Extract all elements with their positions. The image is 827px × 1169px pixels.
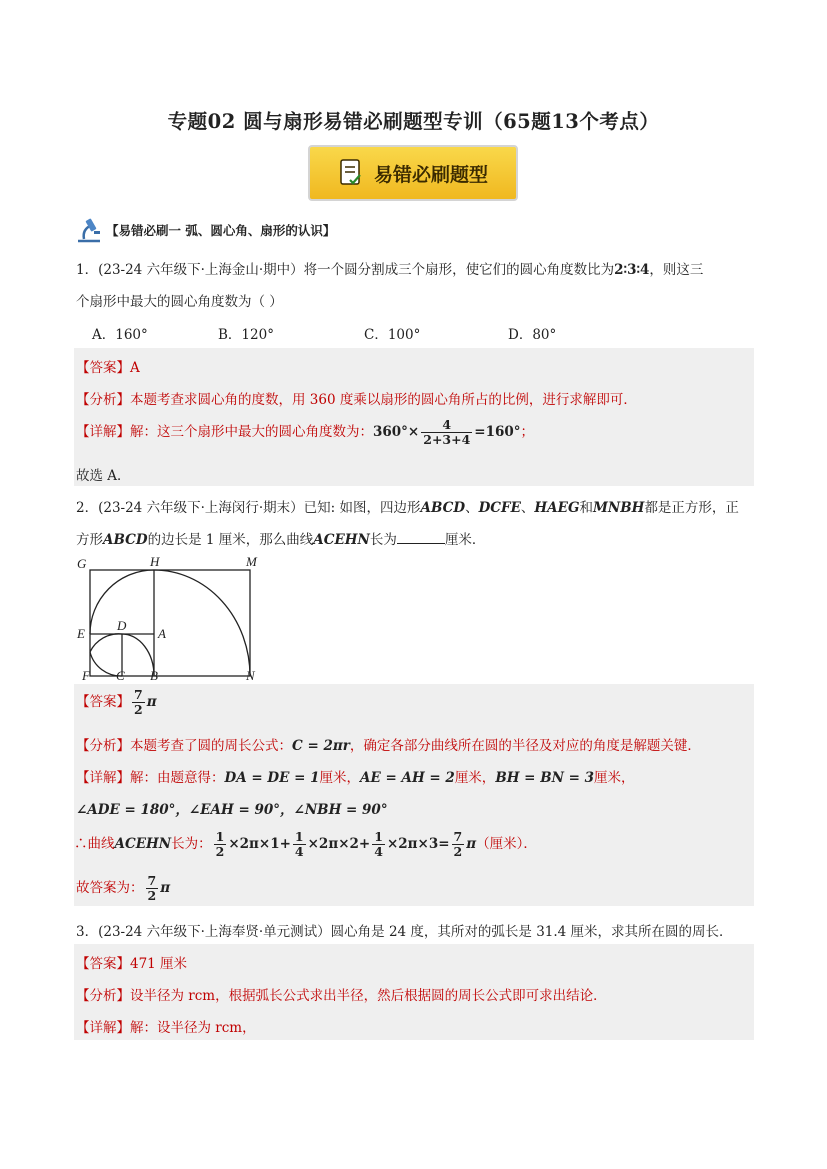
answer-label: 【答案】: [76, 360, 130, 376]
banner-text: 易错必刷题型: [373, 163, 488, 186]
q1-option-a: A．160°: [92, 327, 148, 343]
q1-options: [92, 323, 692, 343]
q2-geometry-figure: [74, 554, 274, 684]
section-heading: [74, 217, 335, 243]
q2-solution-box: [74, 684, 754, 906]
q3-answer: 【答案】471 厘米: [76, 956, 188, 972]
q2-final-answer: 故答案为： $\frac{7}{2}$ π: [76, 873, 171, 903]
label-h: H: [150, 554, 160, 569]
label-g: G: [77, 556, 87, 571]
label-b: B: [150, 668, 158, 683]
section-title: 【易错必刷一 弧、圆心角、扇形的认识】: [106, 223, 336, 238]
label-c: C: [116, 668, 125, 683]
q1-option-c: C．100°: [364, 327, 421, 343]
microscope-icon: [74, 217, 106, 243]
checklist-icon: [338, 158, 364, 188]
q1-text-end: ，则这三: [649, 262, 704, 278]
q1-option-d: D．80°: [508, 327, 557, 343]
q1-expr-b: =160°: [474, 424, 521, 440]
banner: [308, 145, 518, 201]
q1-option-b: B．120°: [218, 327, 274, 343]
detail-label: 【详解】: [76, 424, 130, 440]
q2-detail: 【详解】解：由题意得：DA = DE = 1厘米，AE = AH = 2厘米，BH = BN = 3厘米，: [76, 770, 635, 786]
q3-analysis: 【分析】设半径为 rcm，根据弧长公式求出半径，然后根据圆的周长公式即可求出结论．: [76, 988, 607, 1004]
q1-analysis: [76, 388, 637, 408]
q1-detail: 【详解】解：这三个扇形中最大的圆心角度数为：360°× $\frac{4}{2+3+4}$ =160°；: [76, 417, 535, 447]
q1-conclusion: 故选 A．: [76, 468, 131, 484]
q2-angles: ∠ADE = 180°，∠EAH = 90°，∠NBH = 90°: [76, 802, 388, 818]
q2-line2: 方形ABCD的边长是 1 厘米，那么曲线ACEHN长为 厘米．: [76, 532, 486, 548]
label-f: F: [82, 668, 90, 683]
q2-analysis: 【分析】本题考查了圆的周长公式：C = 2πr，确定各部分曲线所在圆的半径及对应的角度是解题关键．: [76, 738, 701, 754]
q1-answer: [76, 356, 140, 376]
q2-line1: 2．(23-24 六年级下·上海闵行·期末）已知: 如图，四边形ABCD、DCFE、HAEG和MNBH都是正方形，正: [76, 500, 739, 516]
q1-line1: [76, 258, 703, 278]
q1-ratio: 2∶3∶4: [614, 262, 650, 278]
q2-answer-fraction: $\frac{7}{2}$: [134, 687, 143, 717]
label-m: M: [246, 554, 257, 569]
q2-answer: 【答案】 $\frac{7}{2}$ π: [76, 687, 157, 717]
q1-fraction: $\frac{4}{2+3+4}$: [423, 417, 471, 447]
label-d: D: [117, 618, 127, 633]
q1-line2: 个扇形中最大的圆心角度数为（ ）: [76, 294, 283, 310]
label-n: N: [246, 668, 255, 683]
q2-curve-length: ∴曲线ACEHN长为： $\frac{1}{2}$ ×2π×1+ $\frac{1}{4}$ ×2π×2+ $\frac{1}{4}$ ×2π×3= $\frac{7}{2}$ π（厘米）．: [74, 829, 537, 859]
q1-solution-box: [74, 348, 754, 486]
analysis-label: 【分析】: [76, 392, 130, 408]
q1-detail-text: 解：这三个扇形中最大的圆心角度数为：: [130, 424, 373, 440]
page-title: 专题02 圆与扇形易错必刷题型专训（65题13个考点）: [167, 110, 660, 133]
q3-line1: 3．(23-24 六年级下·上海奉贤·单元测试）圆心角是 24 度，其所对的弧长是 31.4 厘米，求其所在圆的周长．: [76, 924, 733, 940]
q1-answer-value: A: [130, 360, 140, 376]
label-a: A: [158, 626, 166, 641]
q1-text: 1．(23-24 六年级下·上海金山·期中）将一个圆分割成三个扇形，使它们的圆心角度数比为: [76, 262, 615, 278]
q3-detail: 【详解】解：设半径为 rcm，: [76, 1020, 256, 1036]
answer-blank: [397, 530, 445, 544]
q1-expr-a: 360°×: [373, 424, 420, 440]
label-e: E: [77, 626, 85, 641]
q1-analysis-text: 本题考查求圆心角的度数，用 360 度乘以扇形的圆心角所占的比例，进行求解即可．: [130, 392, 637, 408]
